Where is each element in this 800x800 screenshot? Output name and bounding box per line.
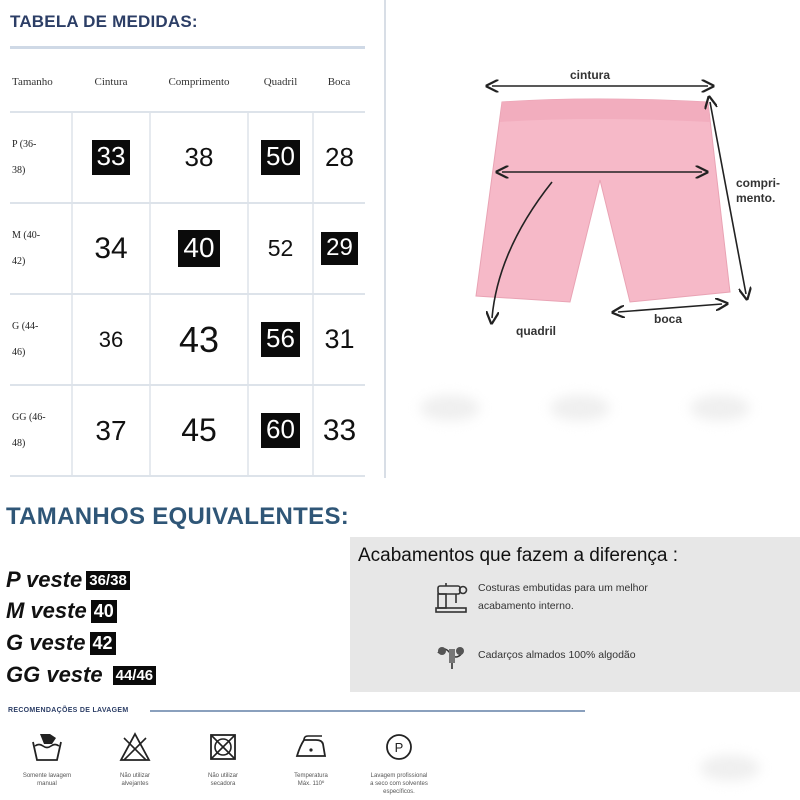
table-row (10, 385, 365, 476)
equivalent-row (6, 662, 156, 688)
sewing-machine-icon (434, 579, 470, 615)
wash-caption-line3: específicos. (383, 789, 415, 795)
wash-caption (12, 772, 82, 788)
equivalents-title: TAMANHOS EQUIVALENTES: (6, 503, 350, 530)
wash-caption-line2: Máx. 110º (297, 781, 325, 787)
boca-cell (313, 203, 365, 294)
no-tumble-dry-icon (206, 730, 240, 764)
shorts-illustration (440, 60, 780, 350)
washing-divider (150, 710, 585, 712)
wash-item (364, 730, 434, 796)
size-cell (10, 294, 72, 385)
dry-clean-p-icon (382, 730, 416, 764)
boca-cell (313, 385, 365, 476)
equivalent-value: 40 (91, 600, 117, 623)
size-range: 48) (12, 437, 26, 449)
boca-label: boca (654, 312, 683, 326)
comprimento-value: 40 (178, 230, 219, 266)
quadril-label: quadril (516, 324, 557, 338)
equivalent-row (6, 598, 117, 624)
comprimento-label (736, 176, 780, 206)
size-range: 46) (12, 346, 26, 358)
finish-text-line1: Costuras embutidas para um melhor (478, 582, 648, 594)
comprimento-label-line2: mento. (736, 191, 776, 205)
table-header-row (10, 52, 365, 112)
equivalent-row (6, 630, 116, 656)
wash-caption-line1: Não utilizar (207, 773, 238, 779)
comprimento-cell (150, 112, 248, 203)
boca-value: 33 (322, 413, 357, 447)
table-row (10, 294, 365, 385)
header-tamanho: Tamanho (10, 52, 72, 112)
finish-item (434, 579, 648, 615)
title-underline (10, 46, 365, 49)
boca-value: 29 (321, 232, 358, 264)
table-row (10, 112, 365, 203)
quadril-cell (248, 294, 313, 385)
comprimento-cell (150, 203, 248, 294)
comprimento-label-line1: compri- (736, 176, 781, 190)
equivalent-label: G veste (6, 630, 86, 655)
equivalent-label: GG veste (6, 662, 103, 687)
comprimento-value: 43 (178, 318, 220, 360)
panel-divider (384, 0, 386, 478)
wash-caption (100, 772, 170, 788)
quadril-value: 56 (261, 322, 300, 356)
wash-caption-line2: secadora (210, 781, 236, 787)
background-blur (700, 755, 760, 781)
wash-item (12, 730, 82, 788)
finish-item (434, 637, 636, 673)
iron-icon (294, 730, 328, 764)
table-row (10, 203, 365, 294)
boca-arrow (618, 304, 722, 312)
wash-caption (364, 772, 434, 796)
boca-cell (313, 294, 365, 385)
wash-item (276, 730, 346, 788)
equivalent-row (6, 567, 130, 593)
header-cintura: Cintura (72, 52, 150, 112)
equivalent-value: 42 (90, 632, 116, 655)
size-table-title: TABELA DE MEDIDAS: (10, 12, 198, 31)
background-blur (550, 395, 610, 421)
quadril-value: 60 (261, 413, 300, 447)
quadril-value: 50 (261, 140, 300, 174)
wash-caption-line1: Não utilizar (119, 773, 150, 779)
cintura-value: 34 (94, 231, 128, 265)
size-range: 38) (12, 164, 26, 176)
cintura-cell (72, 385, 150, 476)
finishes-title: Acabamentos que fazem a diferença : (358, 545, 679, 566)
cintura-label: cintura (570, 68, 611, 82)
wash-caption-line1: Somente lavagem (22, 773, 72, 779)
wash-item (188, 730, 258, 788)
header-comprimento: Comprimento (150, 52, 248, 112)
quadril-cell (248, 203, 313, 294)
cintura-cell (72, 112, 150, 203)
cintura-value: 37 (95, 414, 127, 446)
shorts-diagram (440, 60, 780, 350)
comprimento-value: 45 (181, 411, 217, 448)
equivalent-value: 36/38 (86, 571, 130, 590)
cintura-cell (72, 203, 150, 294)
background-blur (690, 395, 750, 421)
quadril-cell (248, 385, 313, 476)
size-name: G (44- (12, 320, 39, 332)
size-range: 42) (12, 255, 26, 267)
no-bleach-icon (118, 730, 152, 764)
cintura-value: 33 (92, 140, 131, 174)
quadril-cell (248, 112, 313, 203)
drawstring-icon (434, 637, 470, 673)
svg-text:P: P (394, 740, 404, 755)
cintura-cell (72, 294, 150, 385)
waistband (500, 99, 710, 122)
wash-caption (188, 772, 258, 788)
wash-caption-line2: alvejantes (121, 781, 149, 787)
size-cell (10, 203, 72, 294)
wash-item (100, 730, 170, 788)
comprimento-cell (150, 385, 248, 476)
washing-title: RECOMENDAÇÕES DE LAVAGEM (8, 707, 129, 714)
size-cell (10, 112, 72, 203)
wash-caption-line1: Temperatura (294, 773, 328, 779)
shorts-shape (476, 99, 730, 302)
header-boca: Boca (313, 52, 365, 112)
equivalent-label: P veste (6, 567, 83, 592)
equivalent-label: M veste (6, 598, 87, 623)
quadril-value: 52 (267, 235, 294, 261)
finishes-panel (350, 537, 800, 692)
cintura-value: 36 (98, 326, 124, 352)
finish-text (478, 579, 648, 615)
comprimento-cell (150, 294, 248, 385)
size-table (10, 52, 365, 477)
wash-caption (276, 772, 346, 788)
boca-cell (313, 112, 365, 203)
equivalent-value: 44/46 (113, 666, 157, 685)
hand-wash-icon (30, 730, 64, 764)
header-quadril: Quadril (248, 52, 313, 112)
wash-caption-line2: manual (37, 781, 57, 787)
size-name: M (40- (12, 229, 41, 241)
finish-text-line1: Cadarços almados 100% algodão (478, 649, 636, 661)
background-blur (420, 395, 480, 421)
finish-text (478, 646, 636, 664)
size-name: GG (46- (12, 411, 46, 423)
size-cell (10, 385, 72, 476)
size-name: P (36- (12, 138, 37, 150)
wash-caption-line1: Lavagem profissional (370, 773, 428, 779)
comprimento-value: 38 (184, 141, 214, 172)
size-table-panel (0, 0, 390, 478)
boca-value: 31 (324, 324, 355, 355)
wash-caption-line2: a seco com solventes (370, 781, 428, 787)
finish-text-line2: acabamento interno. (478, 600, 574, 612)
boca-value: 28 (325, 141, 354, 172)
